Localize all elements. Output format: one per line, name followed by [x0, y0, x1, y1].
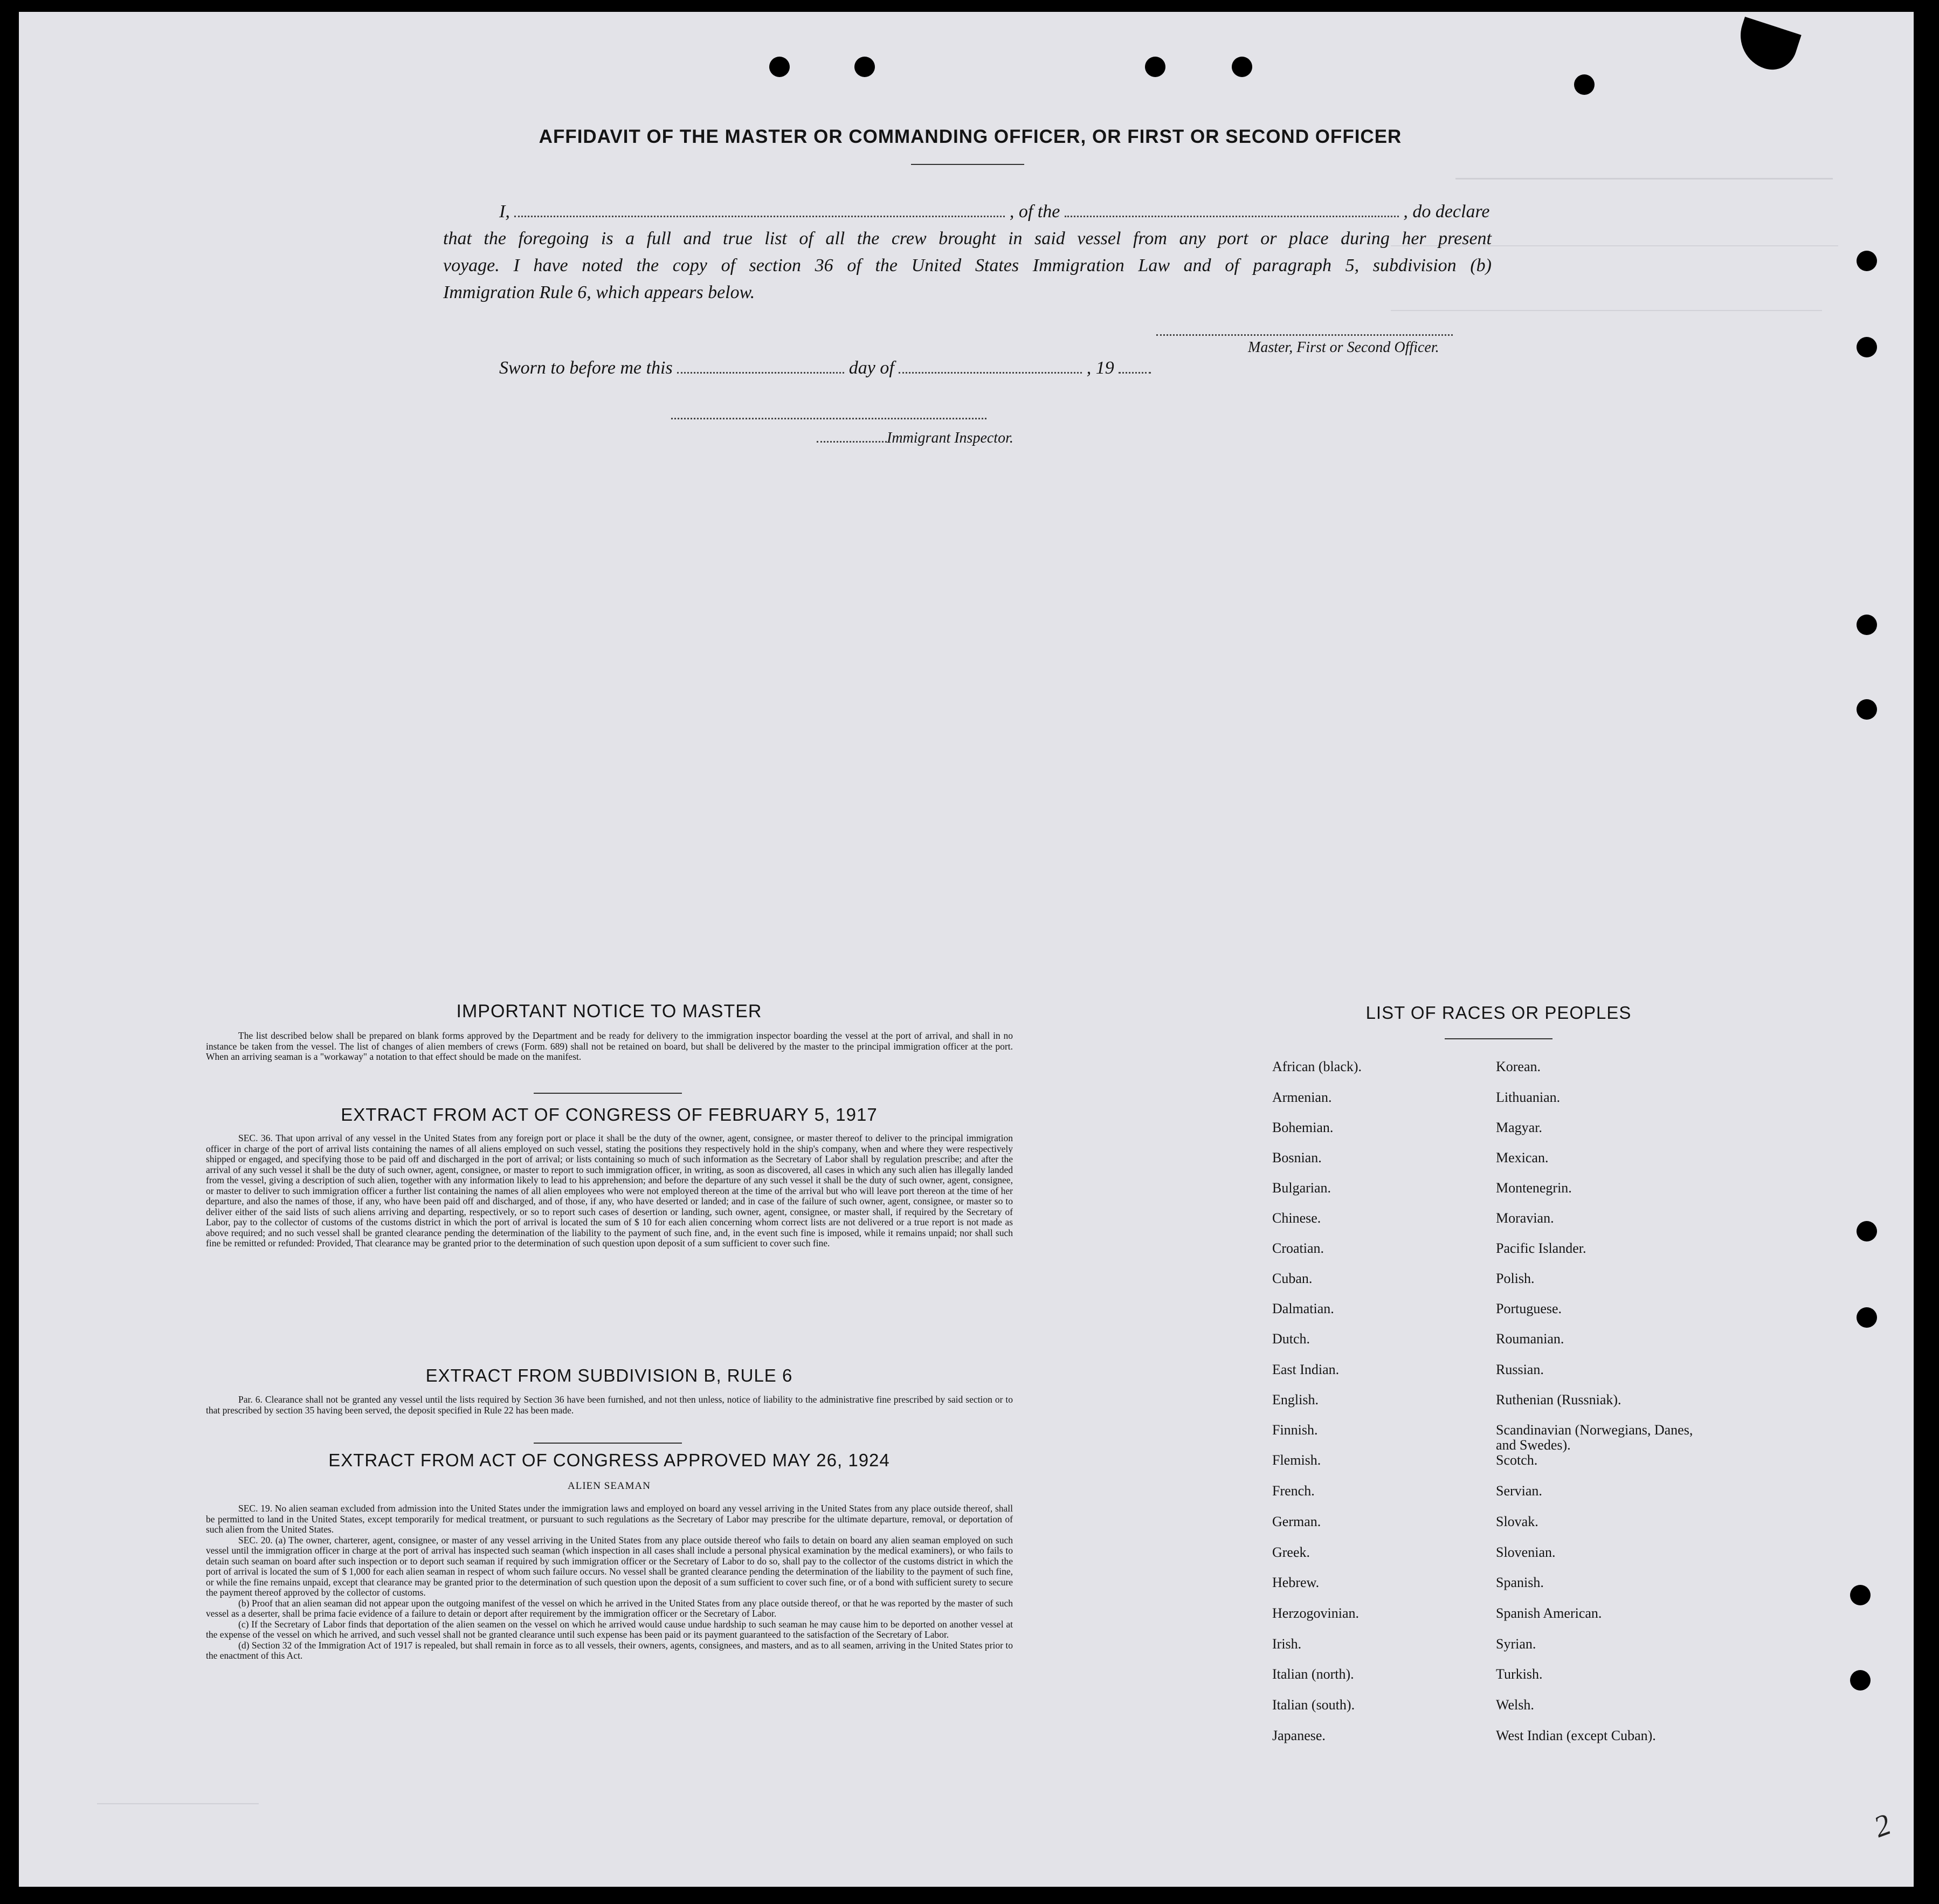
- sworn-day-label: day of: [848, 358, 894, 378]
- punch-hole: [1857, 1307, 1877, 1328]
- race-item: Spanish.: [1496, 1575, 1544, 1590]
- race-item: Bosnian.: [1272, 1150, 1322, 1165]
- race-item: Herzogovinian.: [1272, 1605, 1360, 1621]
- race-item: Italian (south).: [1272, 1697, 1355, 1713]
- inspector-name-field[interactable]: [817, 430, 887, 443]
- race-item: Servian.: [1496, 1483, 1542, 1499]
- race-item: Dutch.: [1272, 1331, 1310, 1347]
- affidavit-line3: voyage. I have noted the copy of section 36 of the United States Immigration Law and of paragraph 5, subdivision (b): [443, 256, 1492, 275]
- race-item: English.: [1272, 1392, 1319, 1408]
- punch-hole: [1857, 699, 1877, 720]
- punch-hole: [1145, 57, 1165, 77]
- vessel-field[interactable]: [1065, 199, 1399, 217]
- race-item: Cuban.: [1272, 1271, 1313, 1286]
- affidavit-title: AFFIDAVIT OF THE MASTER OR COMMANDING OFFICER, OR FIRST OR SECOND OFFICER: [539, 126, 1402, 147]
- race-item: Lithuanian.: [1496, 1089, 1561, 1105]
- race-item: Pacific Islander.: [1496, 1240, 1586, 1256]
- race-item: Turkish.: [1496, 1666, 1543, 1682]
- bleed-through-footer: [97, 1803, 259, 1804]
- punch-hole: [854, 57, 875, 77]
- race-item: Welsh.: [1496, 1697, 1534, 1713]
- inspector-line: [817, 425, 1013, 452]
- race-item: Slovak.: [1496, 1514, 1538, 1529]
- race-item: Scandinavian (Norwegians, Danes, and Swedes).: [1496, 1422, 1693, 1453]
- punch-hole: [1857, 615, 1877, 635]
- punch-hole: [1857, 1221, 1877, 1241]
- race-item: Finnish.: [1272, 1422, 1318, 1438]
- race-item: Bulgarian.: [1272, 1180, 1331, 1196]
- race-item: Flemish.: [1272, 1452, 1321, 1468]
- race-item: Russian.: [1496, 1362, 1544, 1377]
- affidavit-line1: [499, 198, 1491, 225]
- race-item: Dalmatian.: [1272, 1301, 1334, 1316]
- race-item: Chinese.: [1272, 1210, 1321, 1226]
- race-item: Magyar.: [1496, 1120, 1542, 1135]
- sworn-month-field[interactable]: [899, 356, 1082, 374]
- race-item: Mexican.: [1496, 1150, 1549, 1165]
- race-item: Croatian.: [1272, 1240, 1324, 1256]
- race-item: African (black).: [1272, 1059, 1362, 1074]
- race-item: Bohemian.: [1272, 1120, 1334, 1135]
- sworn-year-field[interactable]: [1119, 356, 1151, 374]
- master-label: Master, First or Second Officer.: [1248, 339, 1439, 356]
- punch-hole: [1232, 57, 1252, 77]
- section-rule: [534, 1093, 682, 1094]
- extract-1917-text: [206, 1133, 1013, 1249]
- punch-hole: [1850, 1585, 1871, 1605]
- race-item: Montenegrin.: [1496, 1180, 1572, 1196]
- race-item: West Indian (except Cuban).: [1496, 1728, 1656, 1743]
- race-item: East Indian.: [1272, 1362, 1340, 1377]
- page-mark: 2: [1869, 1808, 1895, 1844]
- master-signature-line[interactable]: [1156, 318, 1453, 336]
- race-item: Roumanian.: [1496, 1331, 1564, 1347]
- affidavit-of-the: , of the: [1009, 202, 1060, 222]
- extract-1924-paragraph: (c) If the Secretary of Labor finds that deportation of the alien seamen on the vessel on which he arrived would cause undue hardship to such seaman he may cause him to be deported on another vessel at the expense of the vessel on which he arrived, and such vessel shall not be granted clearance until such expense has been paid or its payment guaranteed to the satisfaction of the Secretary of Labor.: [206, 1618, 1013, 1640]
- affidavit-line2: that the foregoing is a full and true list of all the crew brought in said vessel from any port or place during her present: [443, 229, 1492, 249]
- extract-1924-paragraph: (b) Proof that an alien seaman did not appear upon the outgoing manifest of the vessel on which he arrived in the United States from any place outside thereof, or that he was reported by the master of such vessel as a deserter, shall be prima facie evidence of a failure to detain or deport after requirement by the immigration officer or the Secretary of Labor.: [206, 1597, 1013, 1619]
- race-item: Irish.: [1272, 1636, 1302, 1652]
- race-item: Spanish American.: [1496, 1605, 1602, 1621]
- section-rule: [534, 1443, 682, 1444]
- race-item: Armenian.: [1272, 1089, 1332, 1105]
- extract-1924-paragraph: SEC. 20. (a) The owner, charterer, agent, consignee, or master of any vessel arriving in the United States from any place outside thereof who fails to detain on board any alien seaman employed on such vessel until the immigration officer in charge at the port of arrival has inspected such seaman (which inspection in all cases shall include a personal physical examination by the medical examiners), or who fails to detain such seaman on board after such inspection or to deport such seaman if required by such immigration officer or the Secretary of Labor to do so, shall pay to the collector of the customs district in which the port of arrival is located the sum of $ 1,000 for each alien seaman in respect of whom such failure occurs. No vessel shall be granted clearance pending the determination of the liability to the payment of such fine, or while the fine remains unpaid, except that clearance may be granted prior to the determination of such question upon the deposit of a sum sufficient to cover such fine, or of a bond with sufficient surety to secure the payment thereof approved by the collector of customs.: [206, 1534, 1013, 1598]
- race-item: Moravian.: [1496, 1210, 1554, 1226]
- inspector-signature-line[interactable]: [671, 402, 986, 419]
- notice-text: [206, 1031, 1013, 1063]
- name-field[interactable]: [514, 199, 1005, 217]
- extract-1917-paragraph: SEC. 36. That upon arrival of any vessel in the United States from any foreign port or place it shall be the duty of the owner, agent, consignee, or master thereof to deliver to the principal immigration officer in charge of the port of arrival lists containing the names of all aliens employed on such vessel, stating the positions they respectively hold in the ship's company, when and where they were respectively shipped or engaged, and specifying those to be paid off and discharged in the port of arrival; or lists containing so much of such information as the Secretary of Labor shall by regulation prescribe; and after the arrival of any such vessel it shall be the duty of such owner, agent, consignee, or master to report to such immigration officer, in writing, as soon as discovered, all cases in which any such alien has illegally landed from the vessel, giving a description of such alien, together with any information likely to lead to his apprehension; and before the departure of any such vessel it shall be the duty of such owner, agent, consignee, or master to deliver to such immigration officer a further list containing the names of all alien employees who were not employed thereon at the time of the arrival but who will leave port thereon at the time of her departure, and also the names of those, if any, who have been paid off and discharged, and of those, if any, who have deserted or landed; and in case of the failure of such owner, agent, consignee, or master so to deliver either of the said lists of such aliens arriving and departing, respectively, or so to report such cases of desertion or landing, such owner, agent, consignee, or master shall, if required by the Secretary of Labor, pay to the collector of customs of the customs district in which the port of arrival is located the sum of $ 10 for each alien concerning whom correct lists are not delivered or a true report is not made as above required; and no such vessel shall be granted clearance pending the determination of the liability to the payment of such fine, and, in the event such fine is imposed, while it remains unpaid; nor shall such fine be remitted or refunded: Provided, That clearance may be granted prior to the determination of such question upon deposit of a sum sufficient to cover such fine.: [206, 1133, 1013, 1248]
- extract-1924-paragraph: (d) Section 32 of the Immigration Act of 1917 is repealed, but shall remain in force as to all vessels, their owners, agents, consignees, and masters, and as to all seamen, arriving in the United States prior to the enactment of this Act.: [206, 1639, 1013, 1661]
- punch-hole: [1574, 74, 1595, 95]
- sworn-line: [499, 355, 1254, 382]
- extract-1924-subtitle: ALIEN SEAMAN: [568, 1480, 651, 1492]
- sworn-year-label: , 19: [1086, 358, 1114, 378]
- notice-paragraph: The list described below shall be prepared on blank forms approved by the Department and be ready for delivery to the immigration inspector boarding the vessel at the port of arrival, and shall in no instance be taken from the vessel. The list of changes of alien members of crews (Form. 689) shall not be retained on board, but shall be delivered by the master to the principal immigration officer at the port. When an arriving seaman is a "workaway" a notation to that effect should be made on the manifest.: [206, 1030, 1013, 1062]
- race-item: Polish.: [1496, 1271, 1535, 1286]
- race-item: Greek.: [1272, 1544, 1310, 1560]
- race-item: Ruthenian (Russniak).: [1496, 1392, 1621, 1408]
- bleed-through-marks: [1391, 310, 1822, 319]
- punch-hole: [1850, 1670, 1871, 1691]
- extract-rule6-text: [206, 1395, 1013, 1416]
- extract-rule6-title: EXTRACT FROM SUBDIVISION B, RULE 6: [425, 1365, 793, 1385]
- inspector-label: Immigrant Inspector.: [887, 430, 1013, 446]
- races-title-rule: [1445, 1038, 1552, 1039]
- race-item: Japanese.: [1272, 1728, 1326, 1743]
- race-item: Korean.: [1496, 1059, 1541, 1074]
- title-rule: [911, 164, 1024, 165]
- notice-title: IMPORTANT NOTICE TO MASTER: [456, 1001, 762, 1022]
- affidavit-line4: Immigration Rule 6, which appears below.: [443, 282, 755, 302]
- extract-1924-text: [206, 1503, 1013, 1661]
- race-item: Syrian.: [1496, 1636, 1536, 1652]
- race-item: German.: [1272, 1514, 1321, 1529]
- sworn-prefix: Sworn to before me this: [499, 358, 673, 378]
- extract-rule6-paragraph: Par. 6. Clearance shall not be granted any vessel until the lists required by Section 36 have been furnished, and not then unless, notice of liability to the administrative fine prescribed by said section or to that prescribed by section 35 having been served, the deposit specified in Rule 22 has been made.: [206, 1394, 1013, 1416]
- punch-hole: [1857, 337, 1877, 357]
- race-item: French.: [1272, 1483, 1315, 1499]
- punch-hole: [1857, 251, 1877, 271]
- races-title: LIST OF RACES OR PEOPLES: [1365, 1003, 1632, 1023]
- race-item: Slovenian.: [1496, 1544, 1556, 1560]
- race-item: Portuguese.: [1496, 1301, 1562, 1316]
- punch-hole: [769, 57, 790, 77]
- bleed-through-marks: [1455, 178, 1833, 190]
- extract-1924-title: EXTRACT FROM ACT OF CONGRESS APPROVED MAY 26, 1924: [328, 1450, 890, 1470]
- extract-1924-paragraph: SEC. 19. No alien seaman excluded from admission into the United States under the immigration laws and employed on board any vessel arriving in the United States from any place outside thereof, shall be permitted to land in the United States, except temporarily for medical treatment, or pursuant to such regulations as the Secretary of Labor may prescribe for the ultimate departure, removal, or deportation of such alien from the United States.: [206, 1503, 1013, 1535]
- race-item: Hebrew.: [1272, 1575, 1320, 1590]
- extract-1917-title: EXTRACT FROM ACT OF CONGRESS OF FEBRUARY 5, 1917: [341, 1105, 878, 1125]
- race-item: Scotch.: [1496, 1452, 1538, 1468]
- affidavit-i: I,: [499, 202, 510, 222]
- race-item: Italian (north).: [1272, 1666, 1354, 1682]
- sworn-day-field[interactable]: [677, 356, 844, 374]
- affidavit-declare: , do declare: [1403, 202, 1490, 222]
